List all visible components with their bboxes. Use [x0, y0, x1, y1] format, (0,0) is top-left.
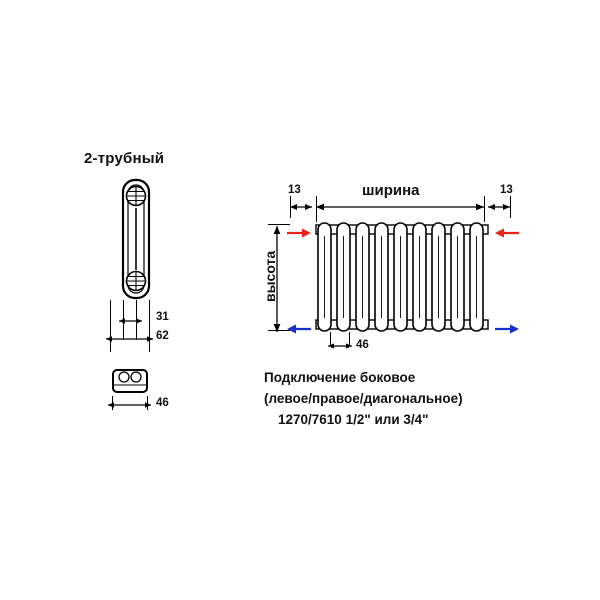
- front-elevation: [312, 220, 492, 336]
- width-dimension-band: [286, 198, 514, 216]
- width-witness-far-left: [290, 196, 291, 218]
- gap-left-13-label: 13: [288, 184, 301, 196]
- caption-line-3: 1270/7610 1/2" или 3/4": [278, 412, 429, 427]
- width-label: ширина: [362, 182, 420, 199]
- dimension-31-label: 31: [156, 311, 169, 323]
- left-view-title: 2-трубный: [84, 150, 165, 167]
- gap-right-13-label: 13: [500, 184, 513, 196]
- inlet-arrow-left: [286, 226, 312, 240]
- height-label: высота: [262, 250, 278, 302]
- inlet-arrow-right: [494, 226, 520, 240]
- left-view-plan: [110, 368, 150, 396]
- dimension-46-plan-label: 46: [156, 397, 169, 409]
- caption-line-1: Подключение боковое: [264, 370, 416, 385]
- dimension-62-label: 62: [156, 330, 169, 342]
- height-witness-top: [268, 224, 290, 225]
- caption-line-2: (левое/правое/диагональное): [264, 391, 463, 406]
- outlet-arrow-left: [286, 322, 312, 336]
- dimension-46-front-label: 46: [356, 339, 369, 351]
- width-witness-right: [484, 196, 485, 222]
- dimension-31: [118, 314, 188, 328]
- outlet-arrow-right: [494, 322, 520, 336]
- width-witness-far-right: [510, 196, 511, 218]
- width-witness-left: [316, 196, 317, 222]
- left-view-elevation: [108, 178, 164, 300]
